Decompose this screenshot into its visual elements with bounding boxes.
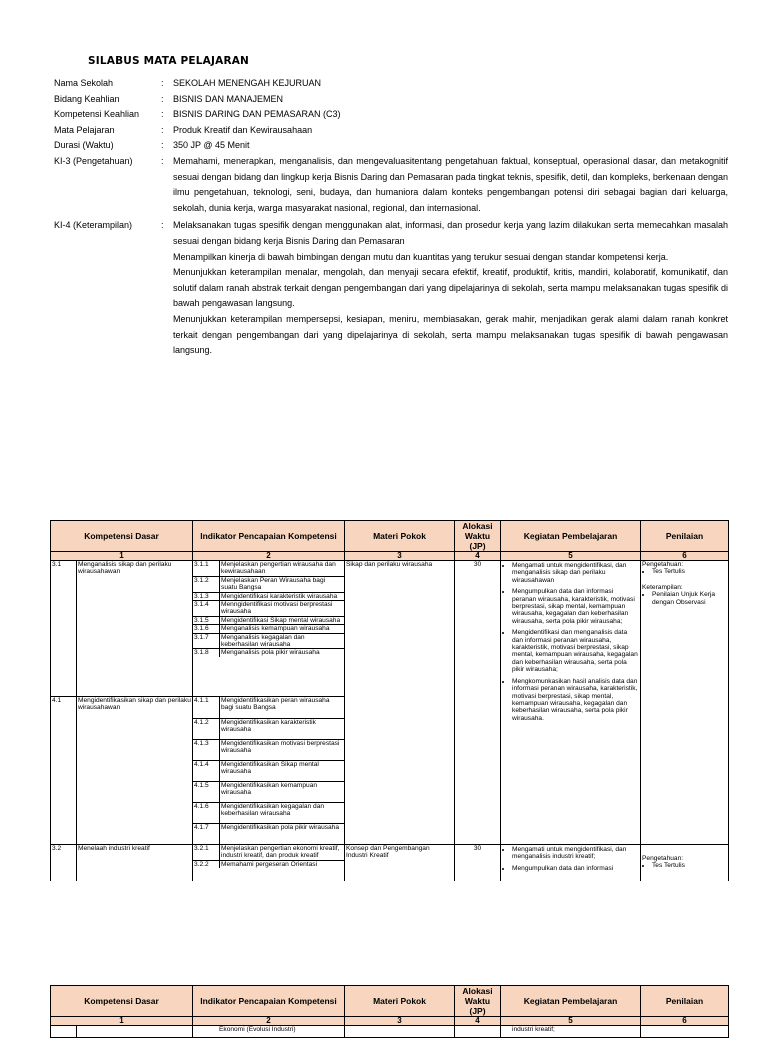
- column-number: 6: [641, 552, 729, 561]
- penilaian: [641, 845, 729, 881]
- kegiatan-pembelajaran: [501, 845, 641, 881]
- kd-text: Menelaah industri kreatif: [77, 845, 193, 881]
- alokasi-waktu: 30: [455, 845, 501, 881]
- info-label: Durasi (Waktu): [54, 140, 114, 151]
- indicator-text: Memahami pergeseran Orientasi: [221, 860, 318, 868]
- header-materi-pokok: Materi Pokok: [345, 986, 455, 1017]
- info-label: KI-3 (Pengetahuan): [54, 155, 133, 166]
- column-number: 6: [641, 1017, 729, 1026]
- kd-text: Menganalisis sikap dan perilaku wirausahawan: [77, 561, 193, 697]
- header-indikator: Indikator Pencapaian Kompetensi: [193, 986, 345, 1017]
- kegiatan-item: • Mengumpulkan data dan informasi: [512, 865, 639, 872]
- info-value: Memahami, menerapkan, menganalisis, dan mengevaluasitentang pengetahuan faktual, konseptual, operasional dasar, dan metakognitif sesuai dengan bidang dan lingkup kerja Bisnis Daring dan Pemasaran pada tingkat teknis, spesifik, detil, dan kompleks, berkenaan dengan ilmu pengetahuan, teknologi, seni, budaya, dan humaniora dalam konteks pengembangan potensi diri sebagai bagian dari keluarga, sekolah, dunia kerja, warga masyarakat nasional, regional, dan internasional.: [173, 155, 728, 213]
- ki4-paragraph: Menampilkan kinerja di bawah bimbingan dengan mutu dan kuantitas yang terukur sesuai dengan standar kompetensi kerja.: [173, 251, 669, 262]
- indicator-number: 3.1.4: [193, 601, 220, 617]
- info-value: [173, 218, 728, 358]
- info-row-ki3: KI-3 (Pengetahuan) : Memahami, menerapkan, menganalisis, dan mengevaluasitentang pengetahuan faktual, konseptual, operasional dasar, dan metakognitif sesuai dengan bidang dan lingkup kerja Bisnis Daring dan Pemasaran pada tingkat teknis, spesifik, detil, dan kompleks, berkenaan dengan ilmu pengetahuan, teknologi, seni, budaya, dan humaniora dalam konteks pengembangan potensi diri sebagai bagian dari keluarga, sekolah, dunia kerja, warga masyarakat nasional, regional, dan internasional.: [54, 154, 728, 216]
- penilaian: [641, 561, 729, 845]
- indicator-text: Menganalisis kemampuan wirausaha: [220, 625, 345, 633]
- indicator-number: 4.1.5: [193, 781, 220, 802]
- indicator-text: Mengidentifikasikan pola pikir wirausaha: [221, 823, 340, 831]
- indicator-list: [193, 845, 345, 881]
- indicator-text: Mengidentifikasi karakteristik wirausaha: [220, 592, 345, 600]
- kegiatan-item: • Mengamati untuk mengidentifikasi, dan menganalisis sikap dan perilaku wirausahawan: [512, 562, 639, 584]
- indicator-number: 4.1.1: [193, 697, 220, 718]
- column-number: 1: [51, 552, 193, 561]
- indicator-number: 3.1.7: [193, 633, 220, 649]
- page-title: SILABUS MATA PELAJARAN: [88, 55, 250, 67]
- column-number: 4: [455, 552, 501, 561]
- kegiatan-item: • Mengkomunkasikan hasil analisis data dan informasi peranan wirausaha, karakteristik, motivasi berprestasi, sikap mental, kemampuan wirausaha, kegagalan dan keberhasilan wirausaha, serta pola pikir wirausaha.: [512, 678, 639, 722]
- indicator-text: Mengidentifikasi Sikap mental wirausaha: [220, 616, 345, 624]
- info-value: BISNIS DARING DAN PEMASARAN (C3): [173, 109, 341, 120]
- header-kompetensi-dasar: Kompetensi Dasar: [51, 521, 193, 552]
- column-number: 2: [193, 1017, 345, 1026]
- indicator-text: Mengidentifikasikan karakteristik wirausaha: [220, 718, 345, 739]
- header-penilaian: Penilaian: [641, 521, 729, 552]
- column-number: 1: [51, 1017, 193, 1026]
- column-number: 2: [193, 552, 345, 561]
- indicator-text: Menjelaskan pengertian wirausaha dan kewirausahaan: [220, 561, 345, 576]
- kegiatan-item: • Mengamati untuk mengidentifikasi, dan menganalisis industri kreatif;: [512, 846, 639, 861]
- penilaian-pengetahuan-label: Pengetahuan:: [642, 855, 684, 862]
- header-kompetensi-dasar: Kompetensi Dasar: [51, 986, 193, 1017]
- kegiatan-pembelajaran: [501, 561, 641, 845]
- indicator-number: 3.1.8: [193, 649, 220, 657]
- kegiatan-item: • Mengumpulkan data dan informasi peranan wirausaha, karakteristik, motivasi berprestasi, sikap mental, kemampuan wirausaha, kegagalan dan keberhasilan wirausaha, serta pola pikir wirausaha;: [512, 588, 639, 625]
- alokasi-waktu: 30: [455, 561, 501, 845]
- info-label: Nama Sekolah: [54, 78, 114, 88]
- header-kegiatan: Kegiatan Pembelajaran: [501, 986, 641, 1017]
- penilaian-keterampilan-label: Keterampilan:: [642, 583, 683, 591]
- kd-number: 3.2: [51, 845, 77, 881]
- penilaian-item: • Tes Tertulis: [652, 568, 727, 575]
- header-materi-pokok: Materi Pokok: [345, 521, 455, 552]
- header-kegiatan: Kegiatan Pembelajaran: [501, 521, 641, 552]
- info-label: KI-4 (Keterampilan): [54, 220, 133, 231]
- info-row-nama-sekolah: Nama Sekolah : SEKOLAH MENENGAH KEJURUAN: [54, 76, 728, 92]
- indicator-number: 4.1.2: [193, 718, 220, 739]
- kd-text: Mengidentifikasikan sikap dan perilaku wirausahawan: [77, 697, 193, 845]
- kd-number: 3.1: [51, 561, 77, 697]
- info-row-ki4: KI-4 (Keterampilan) : Melaksanakan tugas spesifik dengan menggunakan alat, informasi, dan prosedur kerja yang lazim dilakukan serta memecahkan masalah sesuai dengan bidang kerja Bisnis Daring dan Pemasaran Menampilkan kinerja di bawah bimbingan dengan mutu dan kuantitas yang terukur sesuai dengan standar kompetensi kerja. Menunjukkan keterampilan menalar, mengolah, dan menyaji secara efektif, kreatif, produktif, kritis, mandiri, kolaboratif, komunikatif, dan solutif dalam ranah abstrak terkait dengan pengembangan dari yang dipelajarinya di sekolah, serta mampu melaksanakan tugas spesifik di bawah pengawasan langsung. Menunjukkan keterampilan mempersepsi, kesiapan, meniru, membiasakan, gerak mahir, menjadikan gerak alami dalam ranah konkret terkait dengan pengembangan dari yang dipelajarinya di sekolah, serta mampu melaksanakan tugas spesifik di bawah pengawasan langsung.: [54, 218, 728, 358]
- syllabus-table-1: [50, 520, 729, 881]
- column-number: 5: [501, 552, 641, 561]
- info-value: BISNIS DAN MANAJEMEN: [173, 93, 284, 104]
- indicator-text: Menngidentifikasi motivasi berprestasi wirausaha: [220, 601, 345, 617]
- indicator-number: 3.1.2: [193, 576, 220, 592]
- indicator-text: Mengidentifikasikan peran wirausaha bagi suatu Bangsa: [220, 697, 345, 718]
- kegiatan-item: industri kreatif;: [501, 1026, 641, 1038]
- ki4-paragraph: Menunjukkan keterampilan mempersepsi, kesiapan, meniru, membiasakan, gerak mahir, menjadikan gerak alami dalam ranah konkret terkait dengan pengembangan dari yang dipelajarinya di sekolah, serta mampu melaksanakan tugas spesifik di bawah pengawasan langsung.: [173, 313, 728, 356]
- indicator-text: Mengidentifikasikan Sikap mental wirausaha: [220, 760, 345, 781]
- ki4-paragraph: Menunjukkan keterampilan menalar, mengolah, dan menyaji secara efektif, kreatif, produktif, kritis, mandiri, kolaboratif, komunikatif, dan solutif dalam ranah abstrak terkait dengan pengembangan dari yang dipelajarinya di sekolah, serta mampu melaksanakan tugas spesifik di bawah pengawasan langsung.: [173, 267, 728, 309]
- indicator-list: [193, 697, 345, 845]
- indicator-number: 4.1.3: [193, 739, 220, 760]
- column-number: 3: [345, 1017, 455, 1026]
- penilaian-pengetahuan-label: Pengetahuan:: [642, 561, 684, 568]
- column-number: 3: [345, 552, 455, 561]
- indicator-text: Menganalisis kegagalan dan keberhasilan wirausaha: [220, 633, 345, 649]
- header-alokasi-waktu: Alokasi Waktu (JP): [455, 521, 501, 552]
- penilaian-item: • Tes Tertulis: [652, 862, 727, 869]
- indicator-text: Mengidentifikasikan motivasi berprestasi wirausaha: [220, 739, 345, 760]
- syllabus-table-2: [50, 985, 729, 1038]
- kd-number: 4.1: [51, 697, 77, 845]
- info-label: Kompetensi Keahlian: [54, 109, 140, 120]
- info-value: 350 JP @ 45 Menit: [173, 140, 250, 151]
- info-row-bidang-keahlian: Bidang Keahlian : BISNIS DAN MANAJEMEN: [54, 92, 728, 108]
- indicator-number: 3.2.1: [193, 845, 220, 860]
- indicator-text: Mengidentifikasikan kemampuan wirausaha: [220, 781, 345, 802]
- header-alokasi-waktu: Alokasi Waktu (JP): [455, 986, 501, 1017]
- column-number: 5: [501, 1017, 641, 1026]
- penilaian-item: • Penilaian Unjuk Kerja dengan Observasi: [652, 591, 727, 606]
- materi-pokok: Sikap dan perilaku wirausaha: [345, 561, 455, 845]
- materi-pokok: Konsep dan Pengembangan Industri Kreatif: [345, 845, 455, 881]
- indicator-number: 4.1.4: [193, 760, 220, 781]
- indicator-text: Menjelaskan Peran Wirausaha bagi suatu Bangsa: [220, 576, 345, 592]
- info-value: SEKOLAH MENENGAH KEJURUAN: [173, 78, 322, 88]
- info-row-durasi: Durasi (Waktu) : 350 JP @ 45 Menit: [54, 138, 728, 154]
- indicator-text: Menjelaskan pengertian ekonomi kreatif, industri kreatif, dan produk kreatif: [220, 845, 345, 860]
- info-row-mata-pelajaran: Mata Pelajaran : Produk Kreatif dan Kewirausahaan: [54, 123, 728, 139]
- indicator-text: Menganalisis pola pikir wirausaha: [221, 649, 320, 657]
- header-penilaian: Penilaian: [641, 986, 729, 1017]
- info-label: Bidang Keahlian: [54, 93, 120, 104]
- indicator-text: Mengidentifikasikan kegagalan dan keberhasilan wirausaha: [220, 802, 345, 823]
- info-value: Produk Kreatif dan Kewirausahaan: [173, 124, 313, 135]
- info-row-kompetensi-keahlian: Kompetensi Keahlian : BISNIS DARING DAN PEMASARAN (C3): [54, 107, 728, 123]
- column-number: 4: [455, 1017, 501, 1026]
- indicator-number: 3.1.1: [193, 561, 220, 576]
- indicator-number: 3.2.2: [193, 860, 220, 868]
- indicator-list: [193, 561, 345, 697]
- info-block: [54, 76, 728, 359]
- indicator-text: Ekonomi (Evolusi Industri): [193, 1026, 345, 1038]
- info-label: Mata Pelajaran: [54, 124, 115, 135]
- indicator-number: 3.1.6: [193, 625, 220, 633]
- ki4-paragraph: Melaksanakan tugas spesifik dengan menggunakan alat, informasi, dan prosedur kerja yang lazim dilakukan serta memecahkan masalah sesuai dengan bidang kerja Bisnis Daring dan Pemasaran: [173, 220, 728, 246]
- indicator-number: 4.1.6: [193, 802, 220, 823]
- indicator-number: 3.1.5: [193, 616, 220, 624]
- header-indikator: Indikator Pencapaian Kompetensi: [193, 521, 345, 552]
- indicator-number: 4.1.7: [193, 823, 220, 844]
- indicator-number: 3.1.3: [193, 592, 220, 600]
- kegiatan-item: • Mengidentifikasi dan menganalisis data dan informasi peranan wirausaha, karakteristik, motivasi berprestasi, sikap mental, kemampuan wirausaha, kegagalan dan keberhasilan wirausaha, serta pola pikir wirausaha;: [512, 629, 639, 673]
